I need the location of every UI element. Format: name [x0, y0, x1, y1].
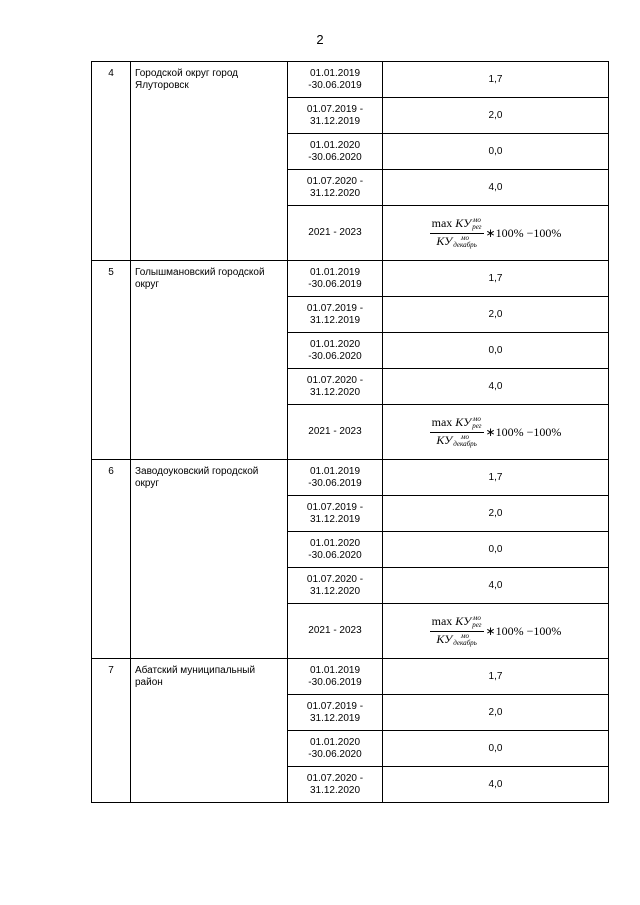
formula-sub-den: декабрь	[453, 440, 477, 449]
period-text: 01.01.2019 -30.06.2019	[308, 67, 362, 91]
period-text: 01.01.2019 -30.06.2019	[308, 664, 362, 688]
formula-max: max	[431, 613, 453, 628]
period-cell	[288, 659, 383, 695]
municipality-name: Городской округ город Ялуторовск	[131, 62, 288, 261]
formula-sub-den: декабрь	[453, 639, 477, 648]
value-cell: 2,0	[383, 695, 609, 731]
value-cell: 2,0	[383, 297, 609, 333]
period-text: 01.01.2020 -30.06.2020	[308, 338, 362, 362]
formula-ku-den: КУ	[436, 234, 453, 248]
period-cell	[288, 134, 383, 170]
period-cell	[288, 333, 383, 369]
period-cell	[288, 460, 383, 496]
formula-sup: мо	[472, 614, 481, 622]
value-cell: 1,7	[383, 460, 609, 496]
formula-ku: КУ	[455, 414, 472, 429]
formula-numerator	[430, 416, 484, 433]
formula-fraction	[430, 615, 484, 648]
row-number: 4	[92, 62, 131, 261]
formula-ku-den: КУ	[436, 433, 453, 447]
period-text: 01.07.2019 - 31.12.2019	[306, 700, 364, 724]
formula-fraction	[430, 217, 484, 250]
period-cell	[288, 261, 383, 297]
value-cell: 0,0	[383, 134, 609, 170]
formula-cell	[383, 405, 609, 460]
formula-sub-num: рег	[472, 621, 482, 629]
formula-sup-den: мо	[461, 632, 469, 641]
municipality-name: Голышмановский городской округ	[131, 261, 288, 460]
table-row	[92, 261, 609, 297]
formula-ku: КУ	[455, 215, 472, 230]
period-text: 01.07.2020 - 31.12.2020	[306, 772, 364, 796]
formula-denominator	[434, 234, 478, 249]
formula-denominator-indices	[453, 434, 477, 448]
value-cell: 0,0	[383, 333, 609, 369]
formula-sub-den: декабрь	[453, 241, 477, 250]
formula-denominator	[434, 632, 478, 647]
formula-ku-den: КУ	[436, 632, 453, 646]
formula-tail: ∗100% −100%	[485, 624, 562, 638]
formula-cell	[383, 206, 609, 261]
formula-max: max	[431, 414, 453, 429]
period-cell	[288, 62, 383, 98]
period-cell	[288, 496, 383, 532]
formula-cell	[383, 604, 609, 659]
formula-period-cell: 2021 - 2023	[288, 206, 383, 261]
formula	[430, 416, 562, 449]
period-cell	[288, 767, 383, 803]
formula-numerator-indices	[472, 416, 481, 430]
period-text: 01.01.2019 -30.06.2019	[308, 266, 362, 290]
table-row	[92, 62, 609, 98]
value-cell: 4,0	[383, 369, 609, 405]
value-cell: 4,0	[383, 568, 609, 604]
formula-max: max	[431, 215, 453, 230]
period-text: 01.07.2020 - 31.12.2020	[306, 573, 364, 597]
period-text: 01.07.2020 - 31.12.2020	[306, 175, 364, 199]
value-cell: 0,0	[383, 731, 609, 767]
indices-table	[91, 61, 609, 803]
period-cell	[288, 98, 383, 134]
period-text: 01.07.2019 - 31.12.2019	[306, 103, 364, 127]
value-cell: 0,0	[383, 532, 609, 568]
table-row	[92, 460, 609, 496]
formula-numerator	[430, 217, 484, 234]
formula	[430, 217, 562, 250]
row-number: 5	[92, 261, 131, 460]
period-text: 01.01.2020 -30.06.2020	[308, 537, 362, 561]
table-body	[92, 62, 609, 803]
formula-ku: КУ	[455, 613, 472, 628]
period-cell	[288, 568, 383, 604]
period-cell	[288, 695, 383, 731]
row-number: 7	[92, 659, 131, 803]
value-cell: 4,0	[383, 170, 609, 206]
value-cell: 4,0	[383, 767, 609, 803]
formula	[430, 615, 562, 648]
formula-tail: ∗100% −100%	[485, 226, 562, 240]
formula-period-cell: 2021 - 2023	[288, 604, 383, 659]
period-cell	[288, 532, 383, 568]
period-text: 01.07.2019 - 31.12.2019	[306, 501, 364, 525]
formula-tail: ∗100% −100%	[485, 425, 562, 439]
municipality-name: Абатский муниципальный район	[131, 659, 288, 803]
value-cell: 2,0	[383, 496, 609, 532]
formula-denominator-indices	[453, 633, 477, 647]
row-number: 6	[92, 460, 131, 659]
period-cell	[288, 170, 383, 206]
value-cell: 2,0	[383, 98, 609, 134]
value-cell: 1,7	[383, 659, 609, 695]
period-text: 01.01.2020 -30.06.2020	[308, 736, 362, 760]
formula-numerator-indices	[472, 615, 481, 629]
formula-period-cell: 2021 - 2023	[288, 405, 383, 460]
formula-numerator	[430, 615, 484, 632]
formula-sup-den: мо	[461, 234, 469, 243]
page-number: 2	[316, 32, 324, 47]
period-text: 01.07.2019 - 31.12.2019	[306, 302, 364, 326]
formula-sub-num: рег	[472, 223, 482, 231]
formula-sup: мо	[472, 415, 481, 423]
value-cell: 1,7	[383, 62, 609, 98]
formula-denominator	[434, 433, 478, 448]
formula-numerator-indices	[472, 217, 481, 231]
formula-sup: мо	[472, 216, 481, 224]
period-cell	[288, 297, 383, 333]
municipality-name: Заводоуковский городской округ	[131, 460, 288, 659]
table-row	[92, 659, 609, 695]
formula-sub-num: рег	[472, 422, 482, 430]
value-cell: 1,7	[383, 261, 609, 297]
formula-denominator-indices	[453, 235, 477, 249]
formula-sup-den: мо	[461, 433, 469, 442]
formula-fraction	[430, 416, 484, 449]
period-cell	[288, 731, 383, 767]
period-text: 01.07.2020 - 31.12.2020	[306, 374, 364, 398]
period-text: 01.01.2019 -30.06.2019	[308, 465, 362, 489]
period-cell	[288, 369, 383, 405]
period-text: 01.01.2020 -30.06.2020	[308, 139, 362, 163]
